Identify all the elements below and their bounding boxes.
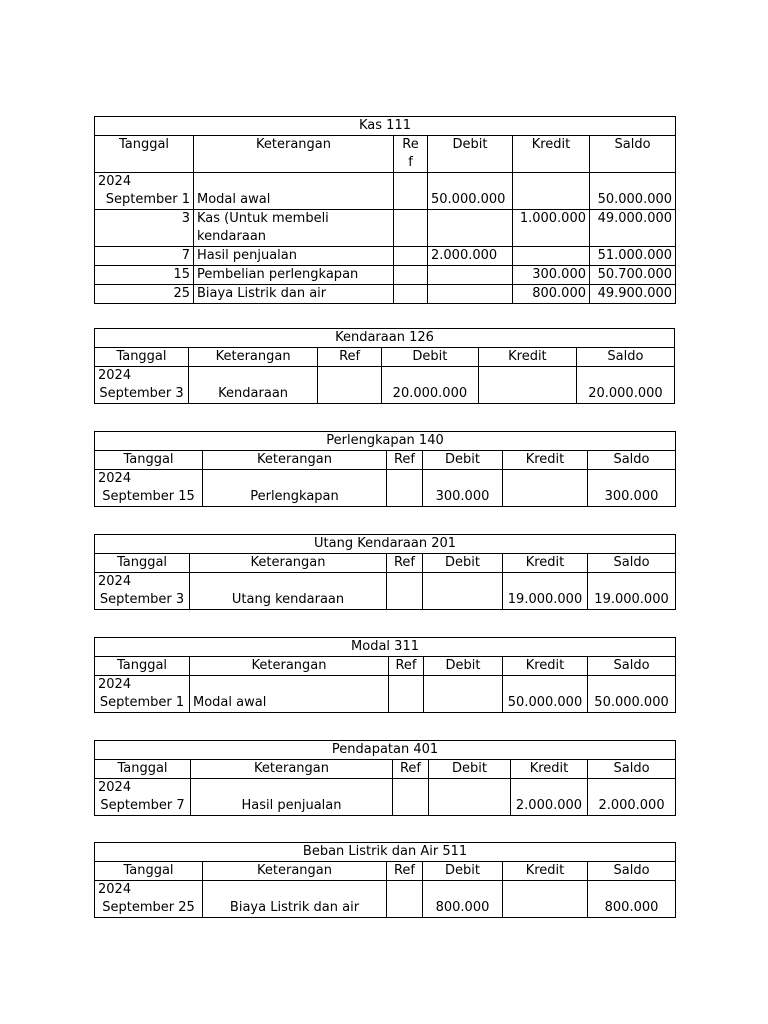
cell-kredit: 50.000.000: [503, 676, 588, 713]
cell-saldo: 19.000.000: [588, 573, 676, 610]
year-label: 2024: [98, 574, 132, 589]
cell-tanggal: [95, 173, 194, 210]
ref-header-line2: f: [408, 155, 413, 170]
col-header-debit: Debit: [423, 862, 503, 881]
cell-ref: [387, 881, 423, 918]
cell-tanggal: [95, 470, 203, 507]
cell-debit: 20.000.000: [381, 367, 478, 404]
col-header-keterangan: Keterangan: [190, 554, 387, 573]
col-header-debit: Debit: [423, 554, 503, 573]
cell-debit: 50.000.000: [428, 173, 513, 210]
cell-keterangan: Hasil penjualan: [191, 779, 393, 816]
ledger-title: Pendapatan 401: [95, 741, 676, 760]
ledger-title: Modal 311: [95, 638, 676, 657]
cell-ref: [387, 470, 423, 507]
cell-tanggal: 7: [95, 247, 194, 266]
col-header-debit: Debit: [428, 136, 513, 173]
col-header-tanggal: Tanggal: [95, 554, 190, 573]
ledger-beban-listrik: [94, 842, 676, 918]
col-header-kredit: Kredit: [503, 554, 588, 573]
col-header-saldo: Saldo: [588, 862, 676, 881]
cell-debit: 800.000: [423, 881, 503, 918]
cell-debit: 300.000: [423, 470, 503, 507]
col-header-tanggal: Tanggal: [95, 862, 203, 881]
ledger-perlengkapan: [94, 431, 676, 507]
cell-kredit: [513, 173, 590, 210]
ledger-title: Perlengkapan 140: [95, 432, 676, 451]
cell-keterangan: Hasil penjualan: [194, 247, 394, 266]
cell-saldo: 49.900.000: [590, 285, 676, 304]
cell-keterangan: Kendaraan: [188, 367, 317, 404]
cell-kredit: [503, 881, 588, 918]
col-header-saldo: Saldo: [588, 451, 676, 470]
table-row: [95, 173, 676, 210]
col-header-ref: Ref: [318, 348, 382, 367]
ledger-title: Utang Kendaraan 201: [95, 535, 676, 554]
cell-tanggal: [95, 779, 191, 816]
cell-keterangan: Perlengkapan: [203, 470, 387, 507]
cell-saldo: 50.000.000: [588, 676, 676, 713]
col-header-keterangan: Keterangan: [191, 760, 393, 779]
table-row: [95, 881, 676, 918]
cell-keterangan: Utang kendaraan: [190, 573, 387, 610]
cell-saldo: 300.000: [588, 470, 676, 507]
cell-tanggal: [95, 367, 189, 404]
cell-tanggal: [95, 676, 190, 713]
cell-debit: [424, 676, 503, 713]
cell-keterangan: Biaya Listrik dan air: [194, 285, 394, 304]
col-header-ref: [394, 136, 428, 173]
ledger-kas: [94, 116, 676, 304]
col-header-kredit: Kredit: [503, 657, 588, 676]
cell-saldo: 50.700.000: [590, 266, 676, 285]
ledger-pendapatan: [94, 740, 676, 816]
col-header-keterangan: Keterangan: [203, 862, 387, 881]
col-header-ref: Ref: [387, 451, 423, 470]
cell-ref: [394, 266, 428, 285]
cell-saldo: 800.000: [588, 881, 676, 918]
cell-kredit: 800.000: [513, 285, 590, 304]
year-label: 2024: [98, 882, 132, 897]
cell-debit: [428, 266, 513, 285]
col-header-saldo: Saldo: [588, 554, 676, 573]
cell-tanggal: 25: [95, 285, 194, 304]
col-header-tanggal: Tanggal: [95, 760, 191, 779]
cell-kredit: 2.000.000: [511, 779, 588, 816]
table-row: [95, 285, 676, 304]
ledger-utang-kendaraan: [94, 534, 676, 610]
col-header-debit: Debit: [424, 657, 503, 676]
col-header-kredit: Kredit: [503, 451, 588, 470]
col-header-ref: Ref: [387, 862, 423, 881]
col-header-ref: Ref: [387, 554, 423, 573]
cell-kredit: 1.000.000: [513, 210, 590, 247]
cell-saldo: 2.000.000: [588, 779, 676, 816]
cell-ref: [389, 676, 424, 713]
year-label: 2024: [98, 174, 132, 189]
cell-ref: [394, 210, 428, 247]
date-label: September 3: [99, 386, 184, 401]
ledger-title: Beban Listrik dan Air 511: [95, 843, 676, 862]
col-header-kredit: Kredit: [478, 348, 576, 367]
col-header-tanggal: Tanggal: [95, 136, 194, 173]
cell-ref: [318, 367, 382, 404]
cell-kredit: 300.000: [513, 266, 590, 285]
col-header-keterangan: Keterangan: [203, 451, 387, 470]
col-header-keterangan: Keterangan: [188, 348, 317, 367]
cell-keterangan: Pembelian perlengkapan: [194, 266, 394, 285]
table-row: [95, 210, 676, 247]
cell-tanggal: 15: [95, 266, 194, 285]
table-row: [95, 573, 676, 610]
col-header-ref: Ref: [393, 760, 429, 779]
table-row: [95, 266, 676, 285]
cell-keterangan: Biaya Listrik dan air: [203, 881, 387, 918]
table-row: [95, 367, 675, 404]
cell-ref: [394, 247, 428, 266]
col-header-saldo: Saldo: [588, 760, 676, 779]
cell-kredit: [503, 470, 588, 507]
table-row: [95, 247, 676, 266]
date-label: September 15: [102, 489, 195, 504]
col-header-ref: Ref: [389, 657, 424, 676]
cell-ref: [394, 285, 428, 304]
date-label: September 7: [100, 798, 185, 813]
cell-saldo: 20.000.000: [576, 367, 674, 404]
cell-ref: [387, 573, 423, 610]
cell-kredit: [513, 247, 590, 266]
date-label: September 25: [102, 900, 195, 915]
col-header-keterangan: Keterangan: [190, 657, 389, 676]
cell-saldo: 51.000.000: [590, 247, 676, 266]
year-label: 2024: [98, 368, 132, 383]
table-row: [95, 470, 676, 507]
table-row: [95, 676, 676, 713]
col-header-saldo: Saldo: [588, 657, 676, 676]
col-header-keterangan: Keterangan: [194, 136, 394, 173]
cell-debit: [423, 573, 503, 610]
cell-saldo: 50.000.000: [590, 173, 676, 210]
col-header-tanggal: Tanggal: [95, 451, 203, 470]
date-label: September 3: [99, 592, 185, 607]
col-header-saldo: Saldo: [576, 348, 674, 367]
cell-keterangan: Kas (Untuk membeli kendaraan: [194, 210, 394, 247]
col-header-tanggal: Tanggal: [95, 348, 189, 367]
cell-kredit: [478, 367, 576, 404]
col-header-saldo: Saldo: [590, 136, 676, 173]
year-label: 2024: [98, 780, 132, 795]
cell-kredit: 19.000.000: [503, 573, 588, 610]
cell-ref: [394, 173, 428, 210]
col-header-kredit: Kredit: [513, 136, 590, 173]
cell-debit: 2.000.000: [428, 247, 513, 266]
year-label: 2024: [98, 471, 132, 486]
cell-keterangan: Modal awal: [190, 676, 389, 713]
year-label: 2024: [98, 677, 132, 692]
ledger-title: Kendaraan 126: [95, 329, 675, 348]
cell-saldo: 49.000.000: [590, 210, 676, 247]
ledger-modal: [94, 637, 676, 713]
cell-debit: [429, 779, 511, 816]
cell-debit: [428, 285, 513, 304]
cell-tanggal: [95, 881, 203, 918]
ref-header-line1: Re: [402, 137, 419, 152]
col-header-debit: Debit: [381, 348, 478, 367]
cell-tanggal: 3: [95, 210, 194, 247]
col-header-kredit: Kredit: [503, 862, 588, 881]
ledger-title: Kas 111: [95, 117, 676, 136]
col-header-tanggal: Tanggal: [95, 657, 190, 676]
table-row: [95, 779, 676, 816]
cell-ref: [393, 779, 429, 816]
cell-tanggal: [95, 573, 190, 610]
col-header-debit: Debit: [429, 760, 511, 779]
col-header-kredit: Kredit: [511, 760, 588, 779]
cell-debit: [428, 210, 513, 247]
ledger-kendaraan: [94, 328, 675, 404]
date-label: September 1: [105, 192, 190, 207]
cell-keterangan: Modal awal: [194, 173, 394, 210]
date-label: September 1: [99, 695, 185, 710]
col-header-debit: Debit: [423, 451, 503, 470]
